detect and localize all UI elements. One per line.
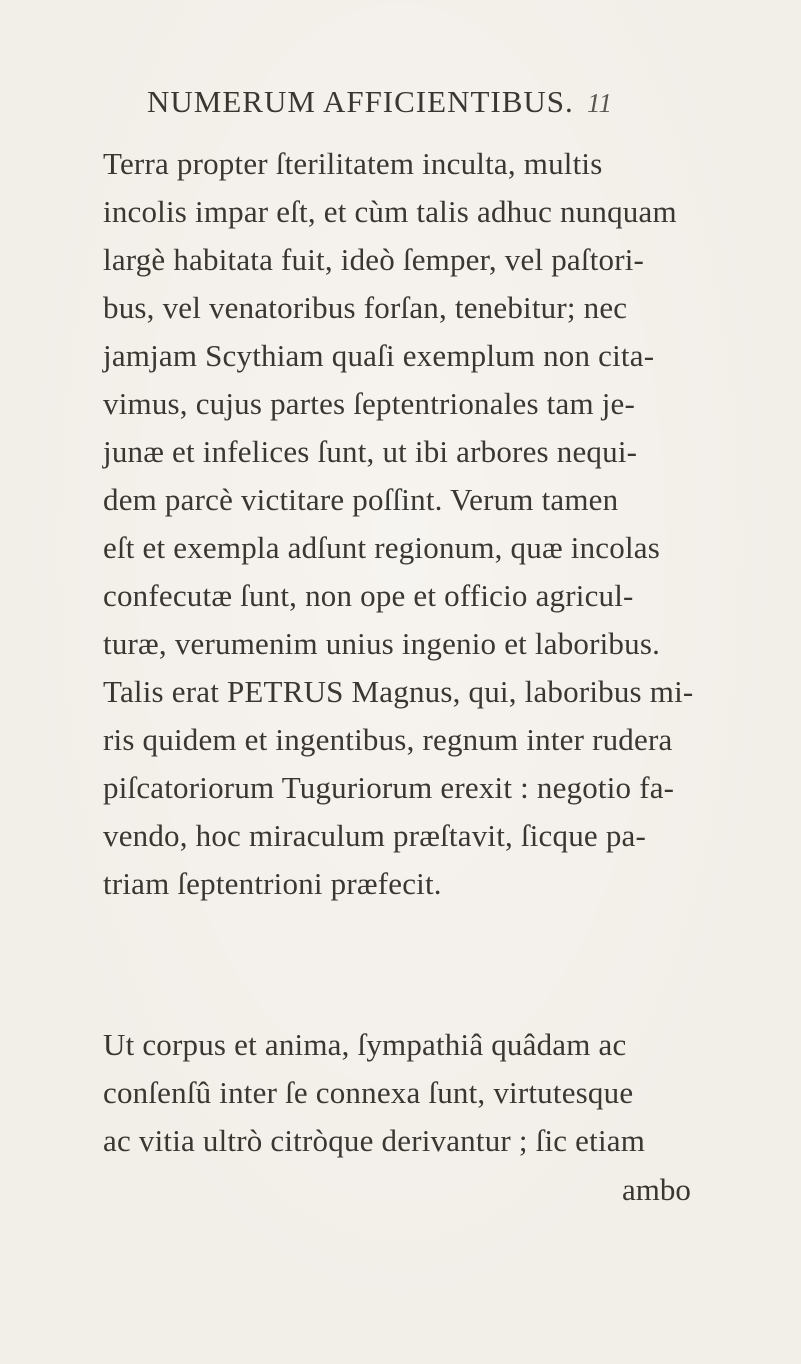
catchword: ambo	[622, 1172, 691, 1207]
text-line: confecutæ ſunt, non ope et officio agricul-	[103, 578, 634, 613]
text-line: jamjam Scythiam quaſi exemplum non cita-	[103, 338, 655, 373]
text-line: bus, vel venatoribus forſan, tenebitur; nec	[103, 290, 628, 325]
text-line: Talis erat PETRUS Magnus, qui, laboribus mi-	[103, 674, 694, 709]
text-line: ac vitia ultrò citròque derivantur ; ſic etiam	[103, 1123, 646, 1158]
text-line: turæ, verumenim unius ingenio et laboribus.	[103, 626, 661, 661]
text-line: eſt et exempla adſunt regionum, quæ incolas	[103, 530, 660, 565]
text-line: incolis impar eſt, et cùm talis adhuc nunquam	[103, 194, 677, 229]
text-line: ris quidem et ingentibus, regnum inter rudera	[103, 722, 673, 757]
running-title: NUMERUM AFFICIENTIBUS.	[147, 84, 574, 119]
text-line: dem parcè victitare poſſint. Verum tamen	[103, 482, 619, 517]
paragraph-1	[103, 140, 743, 908]
text-line: vimus, cujus partes ſeptentrionales tam je-	[103, 386, 636, 421]
text-line: Terra propter ſterilitatem inculta, multis	[103, 146, 603, 181]
text-line: largè habitata fuit, ideò ſemper, vel paſtori-	[103, 242, 645, 277]
paragraph-2	[103, 1021, 743, 1165]
text-line: piſcatoriorum Tuguriorum erexit : negotio fa-	[103, 770, 675, 805]
text-line: junæ et infelices ſunt, ut ibi arbores nequi-	[103, 434, 638, 469]
text-line: conſenſû inter ſe connexa ſunt, virtutesque	[103, 1075, 634, 1110]
running-head	[147, 84, 747, 124]
text-line: vendo, hoc miraculum præſtavit, ſicque pa-	[103, 818, 646, 853]
page-number: 11	[587, 88, 612, 118]
text-line: Ut corpus et anima, ſympathiâ quâdam ac	[103, 1027, 627, 1062]
text-line: triam ſeptentrioni præfecit.	[103, 866, 442, 901]
